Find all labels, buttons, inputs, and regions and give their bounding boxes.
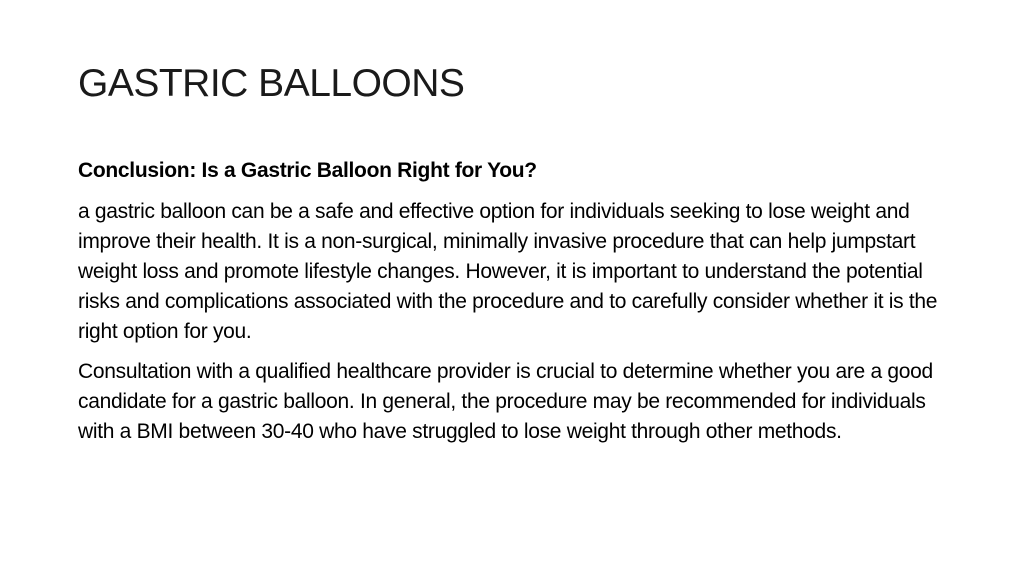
- section-heading: Conclusion: Is a Gastric Balloon Right for You?: [78, 159, 537, 182]
- slide-title: GASTRIC BALLOONS: [78, 62, 465, 105]
- body-paragraph-consultation: Consultation with a qualified healthcare provider is crucial to determine whether you are a good candidate for a gastric balloon. In general, the procedure may be recommended for individuals with a BMI between 30-40 who have struggled to lose weight through other methods.: [78, 360, 933, 443]
- body-paragraph-conclusion: a gastric balloon can be a safe and effective option for individuals seeking to lose weight and improve their health. It is a non-surgical, minimally invasive procedure that can help jumpstart weight loss and promote lifestyle changes. However, it is important to understand the potential risks and complications associated with the procedure and to carefully consider whether it is the right option for you.: [78, 200, 938, 343]
- slide-body: [78, 156, 958, 457]
